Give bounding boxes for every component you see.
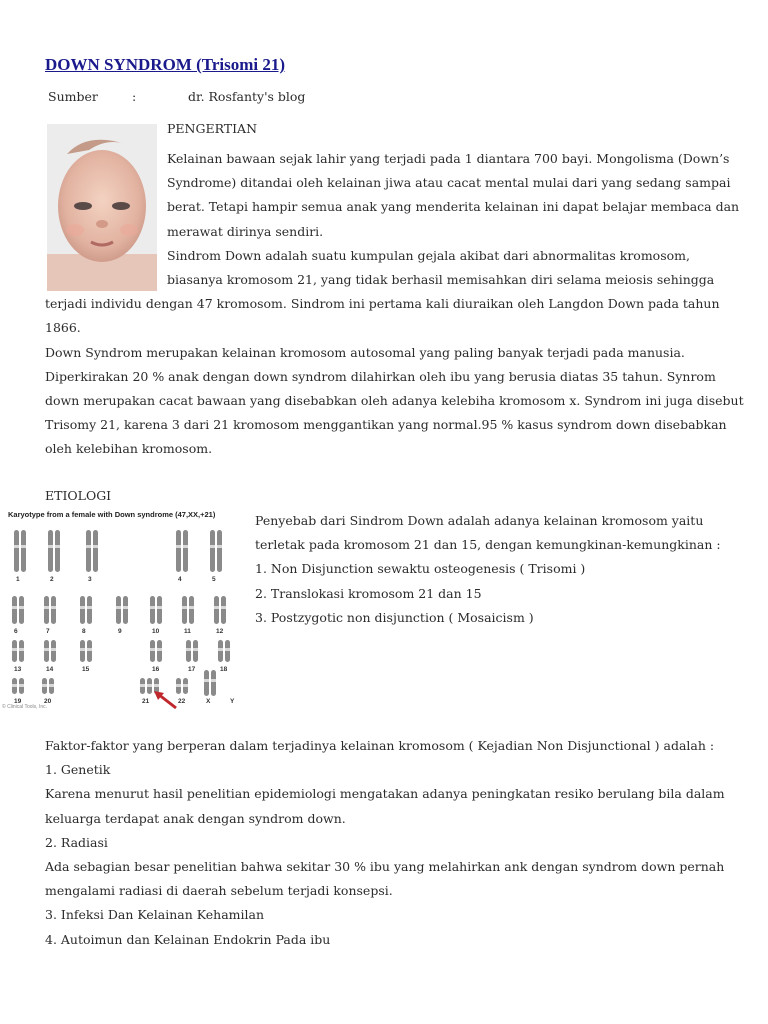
chromosome	[214, 596, 219, 624]
chromosome-label: 11	[184, 628, 191, 635]
text-line: 1. Genetik	[45, 762, 111, 778]
chromosome-label: 4	[178, 576, 182, 583]
source-value: dr. Rosfanty's blog	[187, 89, 306, 104]
text-line: Faktor-faktor yang berperan dalam terjadinya kelainan kromosom ( Kejadian Non Disjunctional ) adalah :	[45, 738, 715, 753]
chromosome-label: 9	[118, 628, 122, 635]
text-line: 1. Non Disjunction sewaktu osteogenesis ( Trisomi )	[255, 561, 586, 577]
chromosome	[183, 530, 188, 572]
text-line: terletak pada kromosom 21 dan 15, dengan kemungkinan-kemungkinan :	[255, 537, 721, 553]
chromosome	[55, 530, 60, 572]
chromosome-label: Y	[230, 698, 235, 705]
text-line: berat. Tetapi hampir semua anak yang menderita kelainan ini dapat belajar membaca dan	[167, 199, 740, 215]
text-line: Trisomy 21, karena 3 dari 21 kromosom menggantikan yang normal.95 % kasus syndrom down disebabkan	[45, 417, 727, 433]
text-line: Sindrom Down adalah suatu kumpulan gejala akibat dari abnormalitas kromosom,	[167, 247, 690, 263]
chromosome	[193, 640, 198, 662]
source-separator: :	[131, 89, 137, 104]
chromosome	[182, 596, 187, 624]
chromosome-label: 21	[142, 698, 150, 705]
text-line: biasanya kromosom 21, yang tidak berhasil memisahkan diri selama meiosis sehingga	[167, 272, 715, 287]
heading-etiologi: ETIOLOGI	[45, 488, 112, 503]
chromosome	[19, 596, 24, 624]
chromosome	[12, 596, 17, 624]
chromosome	[150, 596, 155, 624]
source-label: Sumber	[48, 89, 98, 104]
text-line: Down Syndrom merupakan kelainan kromosom autosomal yang paling banyak terjadi pada manusia.	[45, 344, 685, 360]
chromosome	[14, 530, 19, 572]
chromosome	[183, 678, 188, 694]
text-line: 4. Autoimun dan Kelainan Endokrin Pada ibu	[45, 931, 331, 947]
chromosome	[176, 530, 181, 572]
chromosome	[210, 530, 215, 572]
chromosome	[189, 596, 194, 624]
text-line: oleh kelebihan kromosom.	[45, 441, 213, 457]
chromosome-label: 2	[50, 576, 54, 583]
text-line: keluarga terdapat anak dengan syndrom down.	[45, 810, 346, 826]
chromosome	[157, 640, 162, 662]
chromosome	[48, 530, 53, 572]
chromosome	[93, 530, 98, 572]
chromosome-label: 13	[14, 666, 22, 673]
chromosome	[80, 640, 85, 662]
text-line: terjadi individu dengan 47 kromosom. Sindrom ini pertama kali diuraikan oleh Langdon Down pada tahun	[45, 296, 720, 312]
chromosome-label: 3	[88, 576, 92, 583]
text-line: 3. Infeksi Dan Kelainan Kehamilan	[45, 907, 265, 923]
chromosome	[87, 640, 92, 662]
chromosome	[12, 640, 17, 662]
text-line: down merupakan cacat bawaan yang disebabkan oleh adanya kelebiha kromosom x. Syndrom ini juga disebut	[45, 393, 744, 408]
chromosome-label: 14	[46, 666, 54, 673]
chromosome	[211, 670, 216, 696]
source-line	[48, 89, 305, 104]
text-line: 3. Postzygotic non disjunction ( Mosaicism )	[255, 609, 534, 625]
chromosome-label: 17	[188, 666, 196, 673]
chromosome	[80, 596, 85, 624]
karyotype-caption: Karyotype from a female with Down syndrome (47,XX,+21)	[8, 510, 216, 519]
karyotype-credit: © Clinical Tools, Inc.	[2, 704, 47, 710]
text-line: Ada sebagian besar penelitian bahwa sekitar 30 % ibu yang melahirkan ank dengan syndrom down pernah	[45, 859, 725, 874]
chromosome-label: 1	[16, 576, 20, 583]
chromosome	[87, 596, 92, 624]
karyotype-figure	[0, 508, 242, 714]
text-line: 2. Radiasi	[45, 834, 108, 850]
chromosome	[21, 530, 26, 572]
text-line: Syndrome) ditandai oleh kelainan jiwa atau cacat mental mulai dari yang sedang sampai	[167, 175, 731, 191]
chromosome-label: 5	[212, 576, 216, 583]
arrow-icon	[150, 688, 180, 712]
chromosome-label: 12	[216, 628, 224, 635]
text-line: 1866.	[45, 320, 81, 336]
chromosome-label: 7	[46, 628, 50, 635]
chromosome-label: 16	[152, 666, 160, 673]
baby-photo	[47, 124, 157, 291]
chromosome-label: X	[206, 698, 211, 705]
chromosome-label: 22	[178, 698, 186, 705]
chromosome-label: 18	[220, 666, 228, 673]
chromosome	[157, 596, 162, 624]
chromosome	[49, 678, 54, 694]
text-line: Penyebab dari Sindrom Down adalah adanya kelainan kromosom yaitu	[255, 513, 704, 528]
chromosome	[218, 640, 223, 662]
text-line: 2. Translokasi kromosom 21 dan 15	[255, 585, 482, 601]
chromosome	[116, 596, 121, 624]
chromosome	[150, 640, 155, 662]
text-line: mengalami radiasi di daerah sebelum terjadi konsepsi.	[45, 883, 393, 899]
chromosome	[19, 640, 24, 662]
chromosome	[86, 530, 91, 572]
chromosome	[204, 670, 209, 696]
chromosome	[19, 678, 24, 694]
heading-pengertian: PENGERTIAN	[167, 121, 258, 136]
chromosome	[186, 640, 191, 662]
text-line: Kelainan bawaan sejak lahir yang terjadi pada 1 diantara 700 bayi. Mongolisma (Down’s	[167, 151, 730, 166]
chromosome-label: 10	[152, 628, 160, 635]
chromosome-label: 6	[14, 628, 18, 635]
chromosome-label: 20	[44, 698, 52, 705]
chromosome	[140, 678, 145, 694]
chromosome-label: 8	[82, 628, 86, 635]
text-line: Diperkirakan 20 % anak dengan down syndrom dilahirkan oleh ibu yang berusia diatas 35 tahun. Synrom	[45, 368, 716, 384]
text-line: merawat dirinya sendiri.	[167, 223, 324, 239]
chromosome	[51, 596, 56, 624]
chromosome	[12, 678, 17, 694]
chromosome	[123, 596, 128, 624]
chromosome	[225, 640, 230, 662]
chromosome	[44, 640, 49, 662]
chromosome	[51, 640, 56, 662]
chromosome	[44, 596, 49, 624]
chromosome-label: 19	[14, 698, 22, 705]
text-line: Karena menurut hasil penelitian epidemiologi mengatakan adanya peningkatan resiko berulang bila dalam	[45, 786, 725, 802]
chromosome	[42, 678, 47, 694]
chromosome	[217, 530, 222, 572]
chromosome	[221, 596, 226, 624]
chromosome-label: 15	[82, 666, 90, 673]
document-title: DOWN SYNDROM (Trisomi 21)	[45, 55, 286, 74]
